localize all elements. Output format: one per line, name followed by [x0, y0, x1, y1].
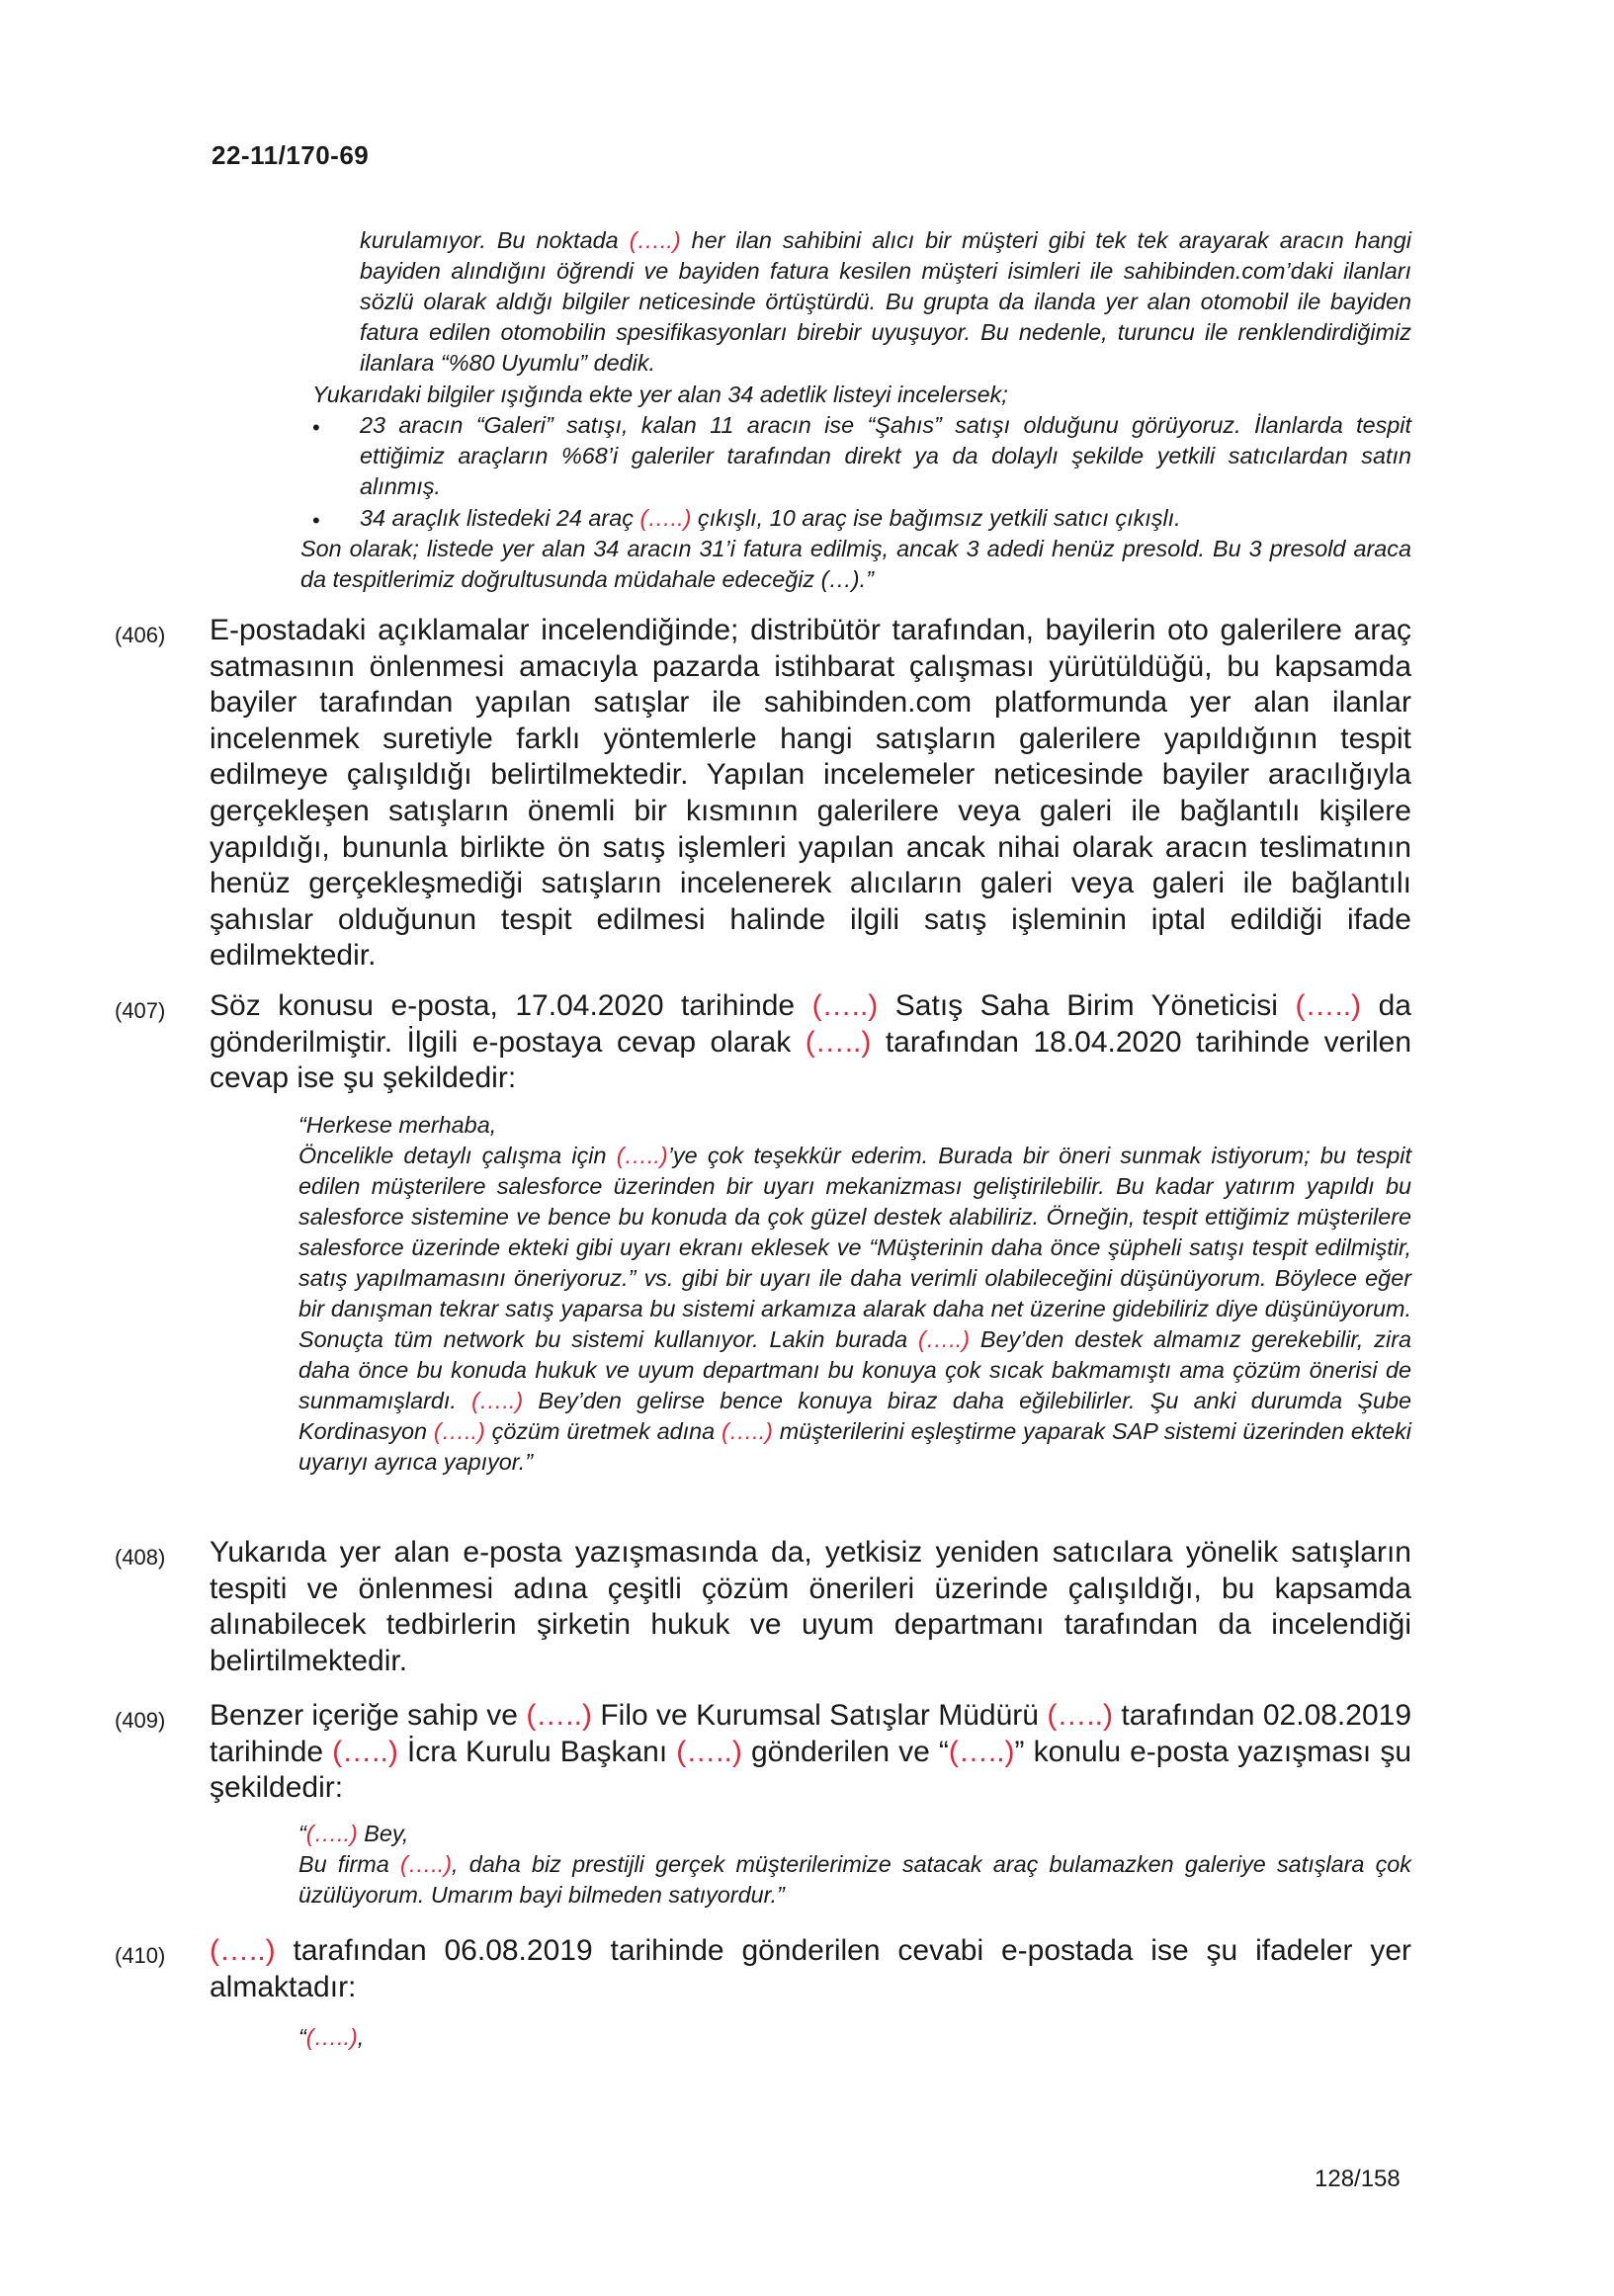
redaction-mark: (…..)	[433, 1418, 485, 1444]
redaction-mark: (…..)	[616, 1143, 668, 1168]
redaction-mark: (…..)	[805, 1025, 872, 1059]
redaction-mark: (…..)	[526, 1699, 592, 1732]
redaction-mark: (…..)	[305, 1821, 358, 1846]
redaction-mark: (…..)	[210, 1934, 276, 1967]
redaction-mark: (…..)	[400, 1851, 452, 1877]
quote-block: “(…..),	[298, 2024, 365, 2050]
quote-paragraph: Son olarak; listede yer alan 34 aracın 31’i fatura edilmiş, ancak 3 adedi henüz presold. Bu 3 presold araca da tespitlerimiz doğrultusunda müdahale edeceğiz (…).”	[300, 536, 1411, 592]
redaction-mark: (…..)	[471, 1388, 524, 1413]
quote-paragraph: kurulamıyor. Bu noktada (…..) her ilan sahibini alıcı bir müşteri gibi tek tek arayarak aracın hangi bayiden alındığını öğrendi ve bayiden fatura kesilen müşteri isimleri ile sahibinden.com’daki ilanları sözlü olarak aldığı bilgiler neticesinde örtüştürdü. Bu grupta da ilanda yer alan otomobil ile bayiden fatura edilen otomobilin spesifikasyonları birebir uyuşuyor. Bu nedenle, turuncu ile renklendirdiğimiz ilanlara “%80 Uyumlu” dedik.	[360, 227, 1411, 376]
redaction-mark: (…..)	[629, 227, 681, 253]
quote-block: “Herkese merhaba, Öncelikle detaylı çalışma için (…..)’ye çok teşekkür ederim. Burada bir öneri sunmak istiyorum; bu tespit edilen müşterilere salesforce üzerinden bir uyarı mekanizması geliştirilebilir. Bu kadar yatırım yapıldı bu salesforce sistemine ve bence bu konuda da çok güzel destek alabiliriz. Örneğin, tespit ettiğimiz müşterilere salesforce üzerinde ekteki gibi uyarı ekranı eklesek ve “Müşterinin daha önce şüpheli satışı tespit edilmiştir, satış yapılmamasını öneriyoruz.” vs. gibi bir uyarı ile daha verimli olabileceğini düşünüyorum. Böylece eğer bir danışman tekrar satış yaparsa bu sistemi arkamıza alarak daha net üzerine gidebiliriz diye düşünüyorum. Sonuçta tüm network bu sistemi kullanıyor. Lakin burada (…..) Bey’den destek almamız gerekebilir, zira daha önce bu konuda hukuk ve uyum departmanı bu konuya çok sıcak bakmamıştı ama çözüm önerisi de sunmamışlardı. (…..) Bey’den gelirse bence konuya biraz daha eğilebilirler. Şu anki durumda Şube Kordinasyon (…..) çözüm üretmek adına (…..) müşterilerini eşleştirme yaparak SAP sistemi üzerinden ekteki uyarıyı ayrıca yapıyor.”	[298, 1112, 1412, 1475]
redaction-mark: (…..)	[639, 505, 692, 531]
redaction-mark: (…..)	[1047, 1699, 1114, 1732]
quote-paragraph: Yukarıdaki bilgiler ışığında ekte yer alan 34 adetlik listeyi incelersek;	[312, 382, 1008, 407]
paragraph-number: (409)	[115, 1708, 166, 1733]
paragraph-number: (406)	[115, 623, 166, 647]
redaction-mark: (…..)	[948, 1735, 1015, 1768]
paragraph-number: (407)	[115, 998, 166, 1023]
paragraph-406: E-postadaki açıklamalar incelendiğinde; distribütör tarafından, bayilerin oto galerilere araç satmasının önlenmesi amacıyla pazarda istihbarat çalışması yürütüldüğü, bu kapsamda bayiler tarafından yapılan satışlar ile sahibinden.com platformunda yer alan ilanlar incelenmek suretiyle farklı yöntemlerle hangi satışların galerilere yapıldığının tespit edilmeye çalışıldığı belirtilmektedir. Yapılan incelemeler neticesinde bayiler aracılığıyla gerçekleşen satışların önemli bir kısmının galerilere veya galeri ile bağlantılı kişilere yapıldığı, bununla birlikte ön satış işlemleri yapılan ancak nihai olarak aracın teslimatının henüz gerçekleşmediği satışların incelenerek alıcıların galeri veya galeri ile bağlantılı şahıslar olduğunun tespit edilmesi halinde ilgili satış işleminin iptal edildiği ifade edilmektedir.	[210, 614, 1411, 973]
paragraph-409: Benzer içeriğe sahip ve (…..) Filo ve Kurumsal Satışlar Müdürü (…..) tarafından 02.08.2019 tarihinde (…..) İcra Kurulu Başkanı (…..) gönderilen ve “(…..)” konulu e-posta yazışması şu şekildedir:	[210, 1699, 1412, 1805]
redaction-mark: (…..)	[332, 1735, 398, 1768]
paragraph-number: (408)	[115, 1545, 166, 1570]
paragraph-408: Yukarıda yer alan e-posta yazışmasında da, yetkisiz yeniden satıcılara yönelik satışların tespiti ve önlenmesi adına çeşitli çözüm önerileri üzerinde çalışıldığı, bu kapsamda alınabilecek tedbirlerin şirketin hukuk ve uyum departmanı tarafından da incelendiği belirtilmektedir.	[210, 1536, 1411, 1677]
bullet-item: 34 araçlık listedeki 24 araç (…..) çıkışlı, 10 araç ise bağımsız yetkili satıcı çıkışlı.	[360, 505, 1181, 531]
redaction-mark: (…..)	[918, 1326, 970, 1352]
redaction-mark: (…..)	[1295, 989, 1362, 1022]
document-reference: 22-11/170-69	[212, 140, 370, 170]
bullet-icon: •	[312, 415, 320, 440]
paragraph-number: (410)	[115, 1943, 166, 1968]
redaction-mark: (…..)	[811, 989, 879, 1022]
redaction-mark: (…..)	[676, 1735, 742, 1768]
bullet-item: 23 aracın “Galeri” satışı, kalan 11 aracın ise “Şahıs” satışı olduğunu görüyoruz. İlanlarda tespit ettiğimiz araçların %68’i galeriler tarafından direkt ya da dolaylı şekilde yetkili satıcılardan satın alınmış.	[360, 412, 1411, 499]
quote-block: “(…..) Bey, Bu firma (…..), daha biz prestijli gerçek müşterilerimize satacak araç bulamazken galeriye satışlara çok üzülüyorum. Umarım bayi bilmeden satıyordur.”	[298, 1821, 1412, 1908]
page-number: 128/158	[1315, 2166, 1401, 2192]
redaction-mark: (…..)	[305, 2024, 358, 2050]
bullet-icon: •	[312, 508, 320, 533]
redaction-mark: (…..)	[721, 1418, 773, 1444]
paragraph-410: (…..) tarafından 06.08.2019 tarihinde gönderilen cevabi e-postada ise şu ifadeler yer almaktadır:	[210, 1934, 1411, 2003]
paragraph-407: Söz konusu e-posta, 17.04.2020 tarihinde (…..) Satış Saha Birim Yöneticisi (…..) da gönderilmiştir. İlgili e-postaya cevap olarak (…..) tarafından 18.04.2020 tarihinde verilen cevap ise şu şekildedir:	[210, 989, 1412, 1095]
